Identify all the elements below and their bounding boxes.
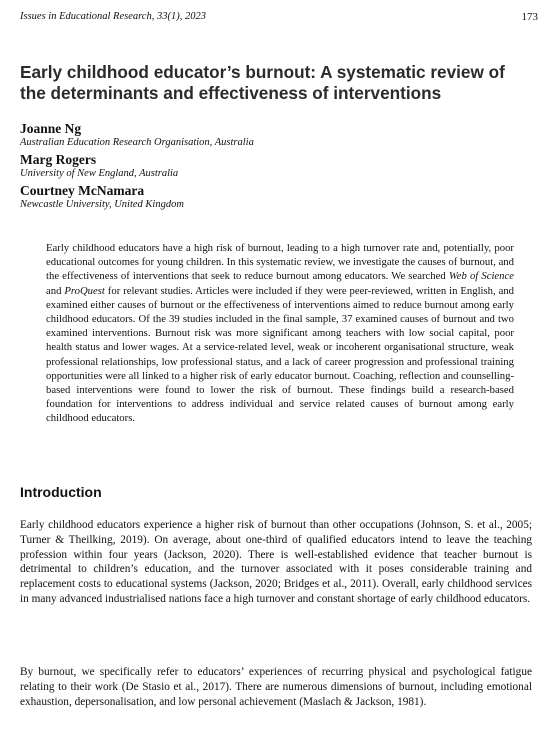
body-paragraph: Early childhood educators experience a higher risk of burnout than other occupations (Johnson, S. et al., 2005; Turner & Theilking, 2019). On average, about one-third of qualified educators intend to leave the teaching profession within four years (Jackson, 2020). There is well-established evidence that teacher burnout is detrimental to children’s education, and the turnover associated with it poses considerable training and replacement costs to educational systems (Jackson, 2020; Bridges et al., 2011). Overall, early childhood services in many advanced industrialised nations face a high turnover and constant shortage of early childhood educators. — [20, 519, 532, 605]
abstract — [46, 241, 514, 426]
paper-title: Early childhood educator’s burnout: A systematic review of the determinants and effectiveness of interventions — [20, 62, 505, 103]
body-paragraph: By burnout, we specifically refer to educators’ experiences of recurring physical and psychological fatigue relating to their work (De Stasio et al., 2017). There are numerous dimensions of burnout, including emotional exhaustion, depersonalisation, and low personal achievement (Maslach & Jackson, 1981). — [20, 666, 532, 708]
author-name: Courtney McNamara — [20, 183, 145, 198]
author-name: Marg Rogers — [20, 152, 97, 167]
author-name: Joanne Ng — [20, 121, 82, 136]
author-affiliation: Australian Education Research Organisation, Australia — [20, 137, 254, 148]
database-name: ProQuest — [64, 284, 105, 297]
abstract-text: for relevant studies. Articles were included if they were peer-reviewed, written in English, and examined either causes of burnout or the effectiveness of interventions aimed to reduce burnout among early childhood educators. Of the 39 studies included in the final sample, 37 examined causes of burnout and two examined interventions. Burnout risk was more significant among teachers with low social capital, poor health status and lower wages. At a service-related level, weak or incoherent organisational structure, weak professional relationships, low professional status, and a lack of career progression and professional training opportunities were all linked to a higher risk of early educator burnout. Coaching, reflection and counselling-based interventions were found to lower the risk of burnout. These findings build a research-based foundation for interventions to address individual and service related causes of burnout among early childhood educators. — [46, 284, 515, 425]
section-heading: Introduction — [20, 484, 102, 500]
author-affiliation: University of New England, Australia — [20, 168, 179, 179]
database-name: Web of Science — [448, 270, 515, 283]
author-list — [20, 121, 254, 214]
abstract-text: and — [46, 284, 65, 297]
page-number: 173 — [521, 11, 538, 23]
abstract-text: Early childhood educators have a high risk of burnout, leading to a high turnover rate and, potentially, poor educational outcomes for young children. In this systematic review, we investigate the causes of burnout, and the effectiveness of interventions that seek to reduce burnout among educators. We searched — [46, 242, 514, 283]
author-affiliation: Newcastle University, United Kingdom — [20, 199, 184, 210]
running-head: Issues in Educational Research, 33(1), 2023 — [20, 11, 206, 22]
